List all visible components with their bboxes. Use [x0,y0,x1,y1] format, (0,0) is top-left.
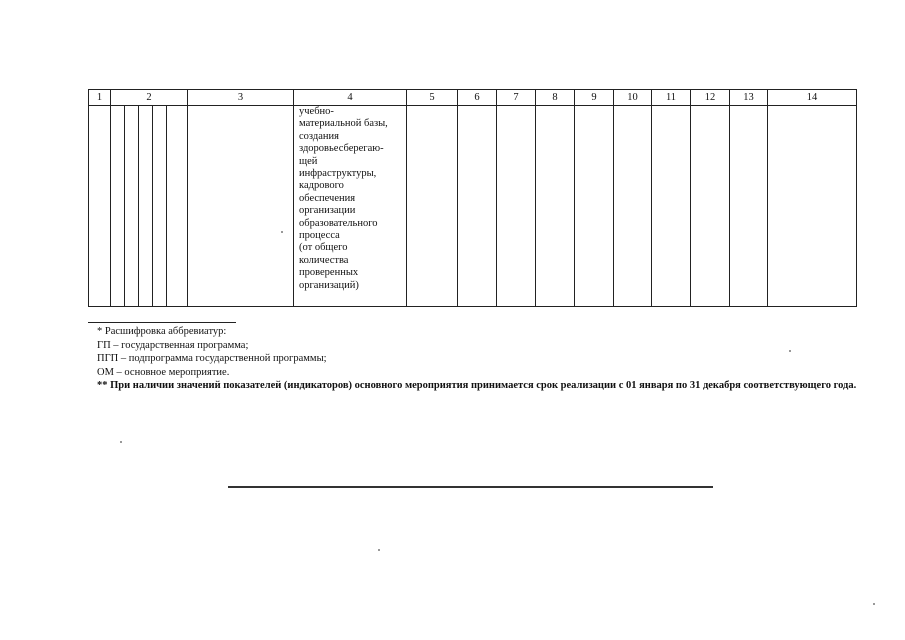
column-header: 7 [497,90,536,106]
column-header: 6 [458,90,497,106]
column-header: 2 [111,90,188,106]
table-cell [111,106,125,307]
column-header: 4 [294,90,407,106]
abbreviation-item: ПГП – подпрограмма государственной программы; [97,353,327,364]
scan-speck [120,441,122,443]
column-header: 11 [652,90,691,106]
cell-line: организации [299,205,356,217]
abbreviation-item: ОМ – основное мероприятие. [97,366,230,378]
scan-speck [789,350,791,352]
table-cell [536,106,575,307]
table-cell [691,106,730,307]
column-header: 14 [768,90,857,106]
cell-line: количества [299,254,349,266]
table-cell [730,106,768,307]
column-header: 13 [730,90,768,106]
indicator-description-cell [294,106,407,307]
column-header: 1 [89,90,111,106]
implementation-period-note: ** При наличии значений показателей (индикаторов) основного мероприятия принимается срок реализации с 01 января по 31 декабря соответствующего года. [97,380,857,391]
cell-line: проверенных [299,267,359,279]
column-header: 5 [407,90,458,106]
abbreviations-title: * Расшифровка аббревиатур: [97,326,227,337]
scan-speck [281,231,283,233]
table-cell [188,106,294,307]
table-cell [575,106,614,307]
table-cell [768,106,857,307]
indicators-table [88,89,857,307]
table-cell [458,106,497,307]
column-header: 12 [691,90,730,106]
table-row [89,106,857,307]
scan-speck [873,603,875,605]
cell-line: (от общего [299,242,348,254]
column-header: 3 [188,90,294,106]
footnote-separator [88,322,236,323]
cell-line: материальной базы, [299,118,388,130]
table-cell [614,106,652,307]
column-header: 8 [536,90,575,106]
cell-line: организаций) [299,279,359,291]
cell-line: кадрового [299,180,344,192]
end-of-document-rule [228,486,713,488]
cell-line: щей [299,155,318,167]
table-cell [497,106,536,307]
cell-line: учебно- [299,106,334,117]
cell-line: создания [299,130,339,142]
cell-line: процесса [299,230,340,242]
column-header: 9 [575,90,614,106]
table-cell [125,106,139,307]
cell-line: инфраструктуры, [299,168,377,180]
footnotes [97,325,877,393]
table-cell [139,106,153,307]
table-cell [153,106,167,307]
abbreviation-item: ГП – государственная программа; [97,339,249,351]
column-header: 10 [614,90,652,106]
table-header-row [89,90,857,106]
cell-line: обеспечения [299,192,356,204]
table-cell [89,106,111,307]
table-cell [407,106,458,307]
table-cell [652,106,691,307]
cell-line: здоровьесберегаю- [299,143,384,155]
cell-line: образовательного [299,217,378,229]
scan-speck [378,549,380,551]
table-cell [167,106,188,307]
